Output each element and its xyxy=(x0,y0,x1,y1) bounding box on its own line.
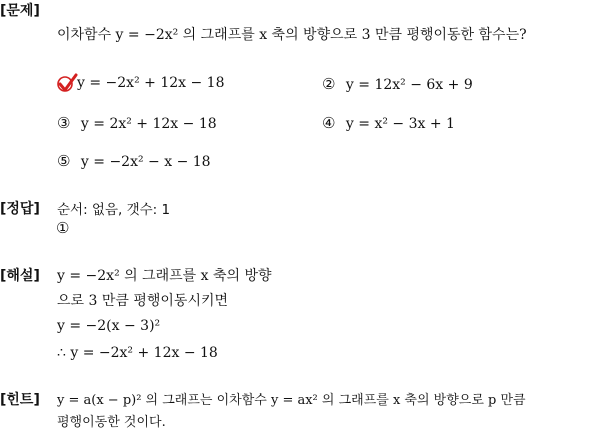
option-2[interactable] xyxy=(322,75,473,93)
option-5[interactable] xyxy=(57,152,211,170)
check-mark-icon xyxy=(56,72,78,94)
explanation-line-4: ∴ y = −2x² + 12x − 18 xyxy=(57,345,218,361)
hint-label: [힌트] xyxy=(0,392,40,408)
question-label: [문제] xyxy=(0,3,40,19)
option-4-text: y = x² − 3x + 1 xyxy=(345,116,455,132)
option-3-text: y = 2x² + 12x − 18 xyxy=(80,116,217,132)
option-5-text: y = −2x² − x − 18 xyxy=(80,154,211,170)
explanation-line-3: y = −2(x − 3)² xyxy=(57,318,161,334)
hint-line-1: y = a(x − p)² 의 그래프는 이차함수 y = ax² 의 그래프를 x 축의 방향으로 p 만큼 xyxy=(57,393,526,408)
answer-line-2: ① xyxy=(56,219,70,237)
option-1-text: y = −2x² + 12x − 18 xyxy=(77,75,225,91)
explanation-line-1: y = −2x² 의 그래프를 x 축의 방향 xyxy=(57,268,272,284)
hint-line-2: 평행이동한 것이다. xyxy=(57,415,166,430)
question-text: 이차함수 y = −2x² 의 그래프를 x 축의 방향으로 3 만큼 평행이동한 함수는? xyxy=(57,27,527,43)
option-2-text: y = 12x² − 6x + 9 xyxy=(345,77,473,93)
option-3-number: ③ xyxy=(57,114,71,132)
explanation-line-2: 으로 3 만큼 평행이동시키면 xyxy=(57,293,229,309)
option-3[interactable] xyxy=(57,114,217,132)
option-4[interactable] xyxy=(322,114,455,132)
answer-label: [정답] xyxy=(0,201,40,217)
explanation-label: [해설] xyxy=(0,268,40,284)
option-4-number: ④ xyxy=(322,114,336,132)
option-5-number: ⑤ xyxy=(57,152,71,170)
option-1[interactable] xyxy=(77,75,224,91)
option-2-number: ② xyxy=(322,75,336,93)
answer-line-1: 순서: 없음, 갯수: 1 xyxy=(57,202,171,218)
